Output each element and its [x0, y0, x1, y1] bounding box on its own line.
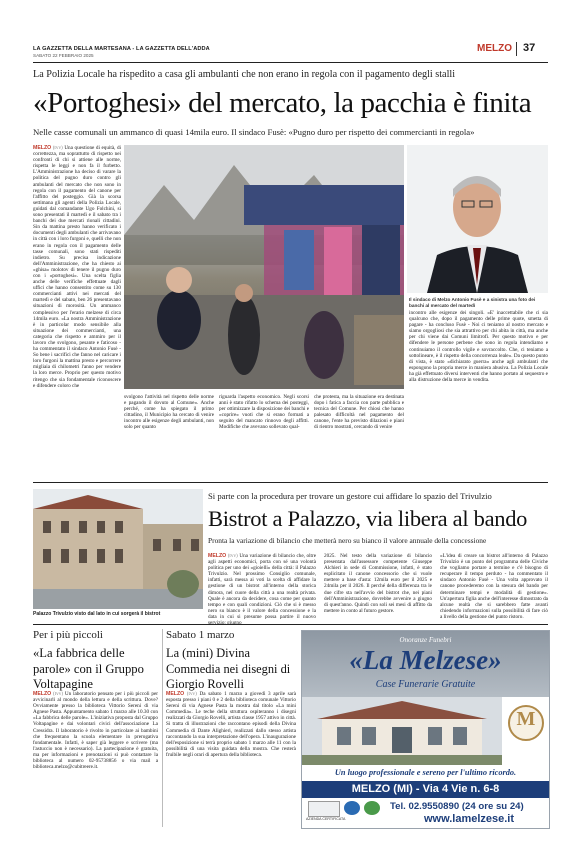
ad-tagline: Un luogo professionale e sereno per l'ultimo ricordo.: [334, 768, 517, 777]
piccoli-body-text: Un laboratorio pensato per i più piccoli per avvicinarli al mondo della lettura e della scrittura. Dove? Ovviamente presso la biblioteca Vittorio Sereni di via Agnese Pasta. Appuntamento sabato 1 marzo alle 10.30 con «La fabbrica delle parole». L'iniziativa proposta dal Gruppo Voltapagine e dai volontari civici dell'associazione La Cressidra. Il laboratorio è rivolto in particolare ai bambini che frequentano la scuola elementare in prerogativa fondamentale. Infatti, è saper già leggere e scrivere (ma l'astuccio non è necessario). La partecipazione è gratuita, ma per informazioni e prenotazioni si può contattare la biblioteca al numero 02-95738856 o via mail a biblioteca.melzo@cubitreere.it.: [33, 691, 159, 771]
bistrot-subhead: Pronta la variazione di bilancio che metterà nero su bianco il valore annuale della concessione: [208, 536, 487, 545]
market-photo-illustration: [124, 145, 404, 389]
bistrot-col3: «L'idea di creare un bistrot all'interno di Palazzo Trivulzio è un punto del programma delle Civiche che vogliamo portare a termine e c'è bisogno di recuperare il tempo perduto - ha commentato il sindaco Antonio Fusè - Una volta approvato il canone procederemo con la stesura del bando per determinare tempi e modalità di gestione». Un'apertura figlia anche dell'interesse dimostrato da alcune realtà che si sarebbero fatte avanti chiedendo informazioni sulla possibilità di fare ciò a livello della gestione del punto ristoro.: [440, 553, 548, 620]
top-story-subhead: Nelle casse comunali un ammanco di quasi 14mila euro. Il sindaco Fusè: «Pugno duro per rispetto dei commercianti in regola»: [33, 127, 475, 137]
ad-building-illustration: [302, 697, 502, 765]
ad-phone: Tel. 02.9550890 (24 ore su 24): [390, 801, 524, 812]
ad-cert-logo-2: [344, 801, 360, 815]
ad-top-label: Onoranze Funebri: [399, 636, 452, 644]
top-story-headline: «Portoghesi» del mercato, la pacchia è finita: [33, 87, 532, 119]
ad-building-photo: [302, 697, 502, 765]
commedia-dateline-code: (tvv): [186, 691, 197, 697]
mayor-portrait: [407, 145, 548, 293]
mayor-portrait-illustration: [407, 145, 548, 293]
funeral-ad: [301, 630, 550, 829]
commedia-body-text: Da sabato 1 marzo a giovedì 3 aprile sarà esposta presso i piani 0 e 2 della biblioteca comunale Vittorio Sereni di via Agnese Pasta la mostra dal titolo «La mini Commedia». Le teche della struttura ospiteranno i disegni realizzati da Giorgio Rovelli, artista classe 1957 attivo in città. Si tratta di illustrazioni che raccontano episodi della Divina Commedia di Dante Alighieri, realizzati dallo stesso artista raccontando la sua interpretazione dell'opera. L'inaugurazione dell'esposizione si terrà proprio sabato 1 marzo alle 11 con la possibilità di una visita guidata della mostra. Che resterà fruibile negli orari di apertura della biblioteca.: [166, 691, 297, 758]
ad-subtitle: Case Funerarie Gratuite: [375, 679, 476, 690]
top-story-col1: [33, 145, 121, 475]
top-story-col3: riguarda l'aspetto economico. Negli scorsi anni è stato rifatto lo schema dei posteggi, per ottimizzare la disposizione dei banchi e «coprire» vuoti che si erano formati a seguito del mancato rinnovo degli affitti. Modifiche che avevano sollevato qual-: [219, 394, 309, 431]
ad-logo-letter: M: [516, 708, 536, 730]
market-photo: [124, 145, 404, 389]
top-story-col5: incontro alle esigenze dei singoli. «E' inaccettabile che ci sia qualcuno che, dopo il pagamento delle prime quote, smetta di pagare - ha concluso Fusè - Noi ci teniamo al nostro mercato e siamo orgogliosi che sia attrattivo per chi abita in città, ma anche per chi viene dai Comuni limitrofi. Per questo motivo e per difendere le persone perbene che sono in regola intendiamo e continuiamo il controllo vigile e sovraccolto. Che, ci teniamo a sottolineare, è il rispetto della concorrenza leale». Da questo punto di vista, è stato «dichiarato guerra» anche agli ambulanti che espongono la propria merce in maniera abusiva. La Polizia Locale ha già effettuato diversi interventi che hanno portato al sequestro e alla distruzione della merce in vendita.: [409, 310, 548, 384]
issue-date: SABATO 22 FEBBRAIO 2025: [33, 53, 94, 58]
section-divider: [516, 42, 517, 56]
top-story-kicker: La Polizia Locale ha rispedito a casa gli ambulanti che non erano in regola con il pagamento degli stalli: [33, 69, 456, 80]
bistrot-kicker: Si parte con la procedura per trovare un gestore cui affidare lo spazio del Trivulzio: [208, 491, 492, 501]
page-number: 37: [523, 42, 536, 54]
bistrot-bottom-rule: [33, 624, 548, 625]
commedia-kicker: Sabato 1 marzo: [166, 629, 235, 641]
piccoli-dateline-code: (tvv): [52, 691, 64, 697]
palazzo-photo: [33, 489, 203, 609]
ad-brand: «La Melzese»: [349, 645, 502, 675]
bistrot-col1-text: Una variazione di bilancio che, oltre agli aspetti economici, porta con sé una volontà politica per uno dei «gioielli» della città: il Palazzo Trivulzio. Nel prossimo Consiglio comunale, infatti, sarà messa ai voti la scelta di affidare la gestione di un bistrot all'interno della storica dimora, nel cuore della città a una realtà privata. Quale è ancora da decidere, cosa come per quanto tempo e con quali condizioni. Ciò che si è messo nero su bianco è il valore della concessione e la data in cui si presume possa partire il nuovo: [208, 553, 317, 620]
piccoli-headline: «La fabbrica delle parole» con il Gruppo Voltapagine: [33, 646, 144, 691]
dateline-city: MELZO: [33, 145, 52, 151]
bistrot-dateline-code: (tvv): [227, 553, 238, 559]
mayor-photo-caption: Il sindaco di Melzo Antonio Fusè e a sinistra una foto dei banchi al mercato del martedì: [409, 297, 536, 308]
top-story-col1-text: Una questione di equità, di correttezza, ma soprattutto di rispetto nei confronti di chi si attiene alle norme, rispetta le leggi e non fa il furbetto. L'Amministrazione ha deciso di varare la politica del pugno duro contro gli ambulanti del mercato che non sono in regola con il pagamento del canone per l'affitto del posteggio. Già la scorsa settimana gli agenti della Polizia Locale, guidati dal comandante Ugo Folchini, si sono presentati il martedì e il sabato tra i banchi dei due mercati rionali cittadini. Sin da mattina presto hanno verificato i documenti degli ambulanti che arrivavano in città con i loro furgoni e, quelli che non erano in regola con il pagamento delle tasse comunali, sono stati rispediti indietro. Su precisa indicazione dell'Amministrazione, che ha chiesto ai «ghisa» molotov di tenere il pugno duro con i «portoghesi». Una scelta figlia anche delle verifiche effettuate dagli uffici che hanno consentito come su 130 commercianti attivi nei mercati del martedì e del sabato, ben 26 presentavano situazioni di morosità. Un ammanco complessivo per l'erario melzese di circa 14mila euro. «La nostra Amministrazione è in particolar modo sensibile alla situazione dei commercianti, una categoria che rispetto e ammiro per il lavoro che svolgono, pesante e faticoso - ha commentato il sindaco Antonio Fusè - So bene i sacrifici che fanno nel caricare i loro furgoni la mattina presto e percorrere migliaia di chilometri l'anno per vendere la loro merce. Proprio per questo motivo ritengo che sia fondamentale riconoscere e difendere coloro che: [33, 145, 121, 389]
masthead-rule: [33, 62, 548, 63]
masthead: [33, 38, 548, 64]
top-story-bottom-rule: [33, 482, 548, 483]
dateline-code: (tvv): [52, 145, 63, 151]
top-story-col2: svolgono l'attività nel rispetto delle norme e pagando il dovuto al Comune». Anche perché, come ha spiegato il primo cittadino, il Municipio ha cercato di venire incontro alle esigenze degli ambulanti, non solo per quanto: [124, 394, 214, 431]
commedia-headline: La (mini) Divina Commedia nei disegni di Giorgio Rovelli: [166, 646, 291, 691]
ad-cert-label: AZIENDA CERTIFICATA: [306, 817, 346, 821]
ad-cert-badge: [308, 801, 340, 817]
commedia-dateline-city: MELZO: [166, 691, 185, 697]
piccoli-dateline-city: MELZO: [33, 691, 52, 697]
palazzo-photo-illustration: [33, 489, 203, 609]
palazzo-photo-caption: Palazzo Trivulzio visto dal lato in cui sorgerà il bistrot: [33, 611, 161, 617]
piccoli-kicker: Per i più piccoli: [33, 629, 103, 641]
column-divider-1: [162, 629, 163, 827]
ad-address: MELZO (MI) - Via 4 Vie n. 6-8: [351, 783, 500, 795]
bistrot-col2: 2025. Nel testo della variazione di bilancio presentata dall'assessore competente Giuseppe Alchieri in sede di Commissione, infatti, è stato esplicitato il canone concessorio che si vuole mettere a base d'asta: 12mila euro per il 2025 e 24mila per il 2026. Il perché della differenza tra le due cifre sta nell'avvio del bistrot che, nei piani dell'Amministrazione, dovrebbe avvenire a giugno di quest'anno. Quindi con soli sei mesi di affitto da mettere in conto al futuro gestore.: [324, 553, 432, 614]
bistrot-col1: [208, 553, 316, 619]
paper-title: LA GAZZETTA DELLA MARTESANA - LA GAZZETTA DELL'ADDA: [33, 46, 210, 52]
bistrot-headline: Bistrot a Palazzo, via libera al bando: [208, 506, 528, 531]
bistrot-dateline-city: MELZO: [208, 553, 227, 559]
commedia-body: [166, 691, 296, 826]
piccoli-body: [33, 691, 158, 826]
ad-website: www.lamelzese.it: [423, 813, 515, 825]
top-story-col4: che protesta, ma la situazione era destinata dopo i fatica a faccia con parte pubblica e tecnica del Comune. Per chiosi che hanno palesato difficoltà nel pagamento del canone, l'ente ha previsto dilazioni e piani di rientro mostrati, cercando di venire: [314, 394, 404, 431]
section-label: MELZO: [477, 43, 512, 54]
ad-cert-logo-3: [364, 801, 380, 815]
